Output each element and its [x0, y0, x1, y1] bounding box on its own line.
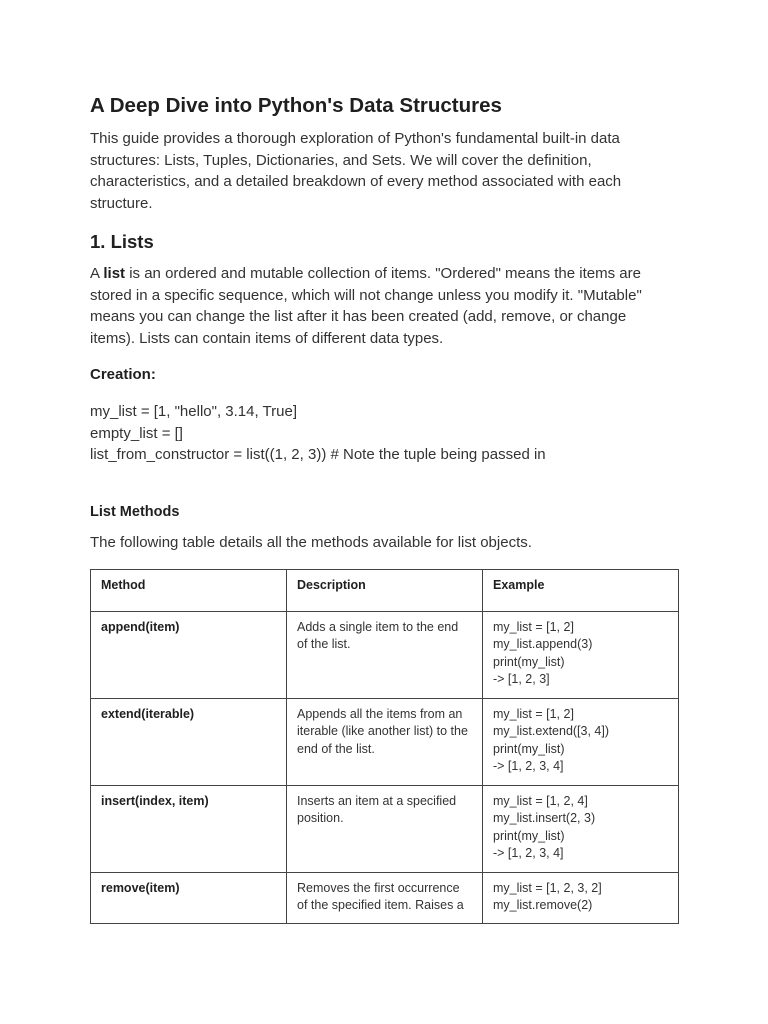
creation-label: Creation: [90, 366, 156, 383]
method-name-cell: insert(index, item) [91, 786, 287, 873]
column-header-example: Example [483, 570, 679, 612]
method-description-cell: Appends all the items from an iterable (like another list) to the end of the list. [287, 699, 483, 786]
description-clip: Removes the first occurrence of the specified item. Raises a [297, 881, 464, 913]
example-line: -> [1, 2, 3, 4] [493, 758, 564, 773]
column-header-method: Method [91, 570, 287, 612]
method-example-cell [483, 699, 679, 786]
lists-heading: 1. Lists [90, 231, 154, 252]
code-line: list_from_constructor = list((1, 2, 3)) # Note the tuple being passed in [90, 446, 546, 463]
example-line: my_list.remove(2) [493, 898, 593, 913]
example-line: -> [1, 2, 3, 4] [493, 845, 564, 860]
example-line: my_list = [1, 2] [493, 620, 574, 634]
table-row [91, 699, 679, 786]
method-name-cell: append(item) [91, 612, 287, 699]
example-line: -> [1, 2, 3] [493, 671, 550, 686]
method-name-cell: extend(iterable) [91, 699, 287, 786]
method-description-cell: Adds a single item to the end of the list. [287, 612, 483, 699]
table-row [91, 786, 679, 873]
code-line: my_list = [1, "hello", 3.14, True] [90, 403, 297, 420]
code-line: empty_list = [] [90, 424, 183, 442]
column-header-description: Description [287, 570, 483, 612]
table-row [91, 873, 679, 924]
intro-paragraph: This guide provides a thorough exploration of Python's fundamental built-in data structures: Lists, Tuples, Dictionaries, and Sets. We will cover the definition, characteristics, and a detailed breakdown of every method associated with each structure. [90, 130, 622, 212]
example-line: my_list.append(3) [493, 637, 593, 652]
example-line: my_list.insert(2, 3) [493, 811, 596, 826]
list-methods-table [90, 569, 679, 924]
example-line: my_list = [1, 2, 3, 2] [493, 881, 602, 895]
lists-desc-prefix: A [90, 265, 104, 282]
example-line: print(my_list) [493, 741, 565, 756]
page-title: A Deep Dive into Python's Data Structures [90, 94, 502, 117]
example-line: print(my_list) [493, 828, 565, 843]
method-example-cell [483, 873, 679, 924]
method-example-cell [483, 786, 679, 873]
creation-code-block [90, 401, 670, 466]
method-name-cell: remove(item) [91, 873, 287, 924]
list-methods-heading: List Methods [90, 504, 180, 520]
example-line: my_list = [1, 2] [493, 707, 574, 721]
table-header-row [91, 570, 679, 612]
method-description-cell [287, 873, 483, 924]
table-row [91, 612, 679, 699]
list-methods-intro: The following table details all the methods available for list objects. [90, 534, 532, 551]
lists-desc-suffix: is an ordered and mutable collection of items. "Ordered" means the items are stored in a specific sequence, which will not change unless you modify it. "Mutable" means you can change the list after it has been created (add, remove, or change items). Lists can contain items of different data types. [90, 265, 642, 347]
method-example-cell [483, 612, 679, 699]
example-line: my_list.extend([3, 4]) [493, 724, 610, 739]
example-line: print(my_list) [493, 654, 565, 669]
lists-description [90, 263, 670, 349]
example-line: my_list = [1, 2, 4] [493, 794, 588, 808]
method-description-cell: Inserts an item at a specified position. [287, 786, 483, 873]
lists-desc-bold-term: list [103, 265, 126, 282]
